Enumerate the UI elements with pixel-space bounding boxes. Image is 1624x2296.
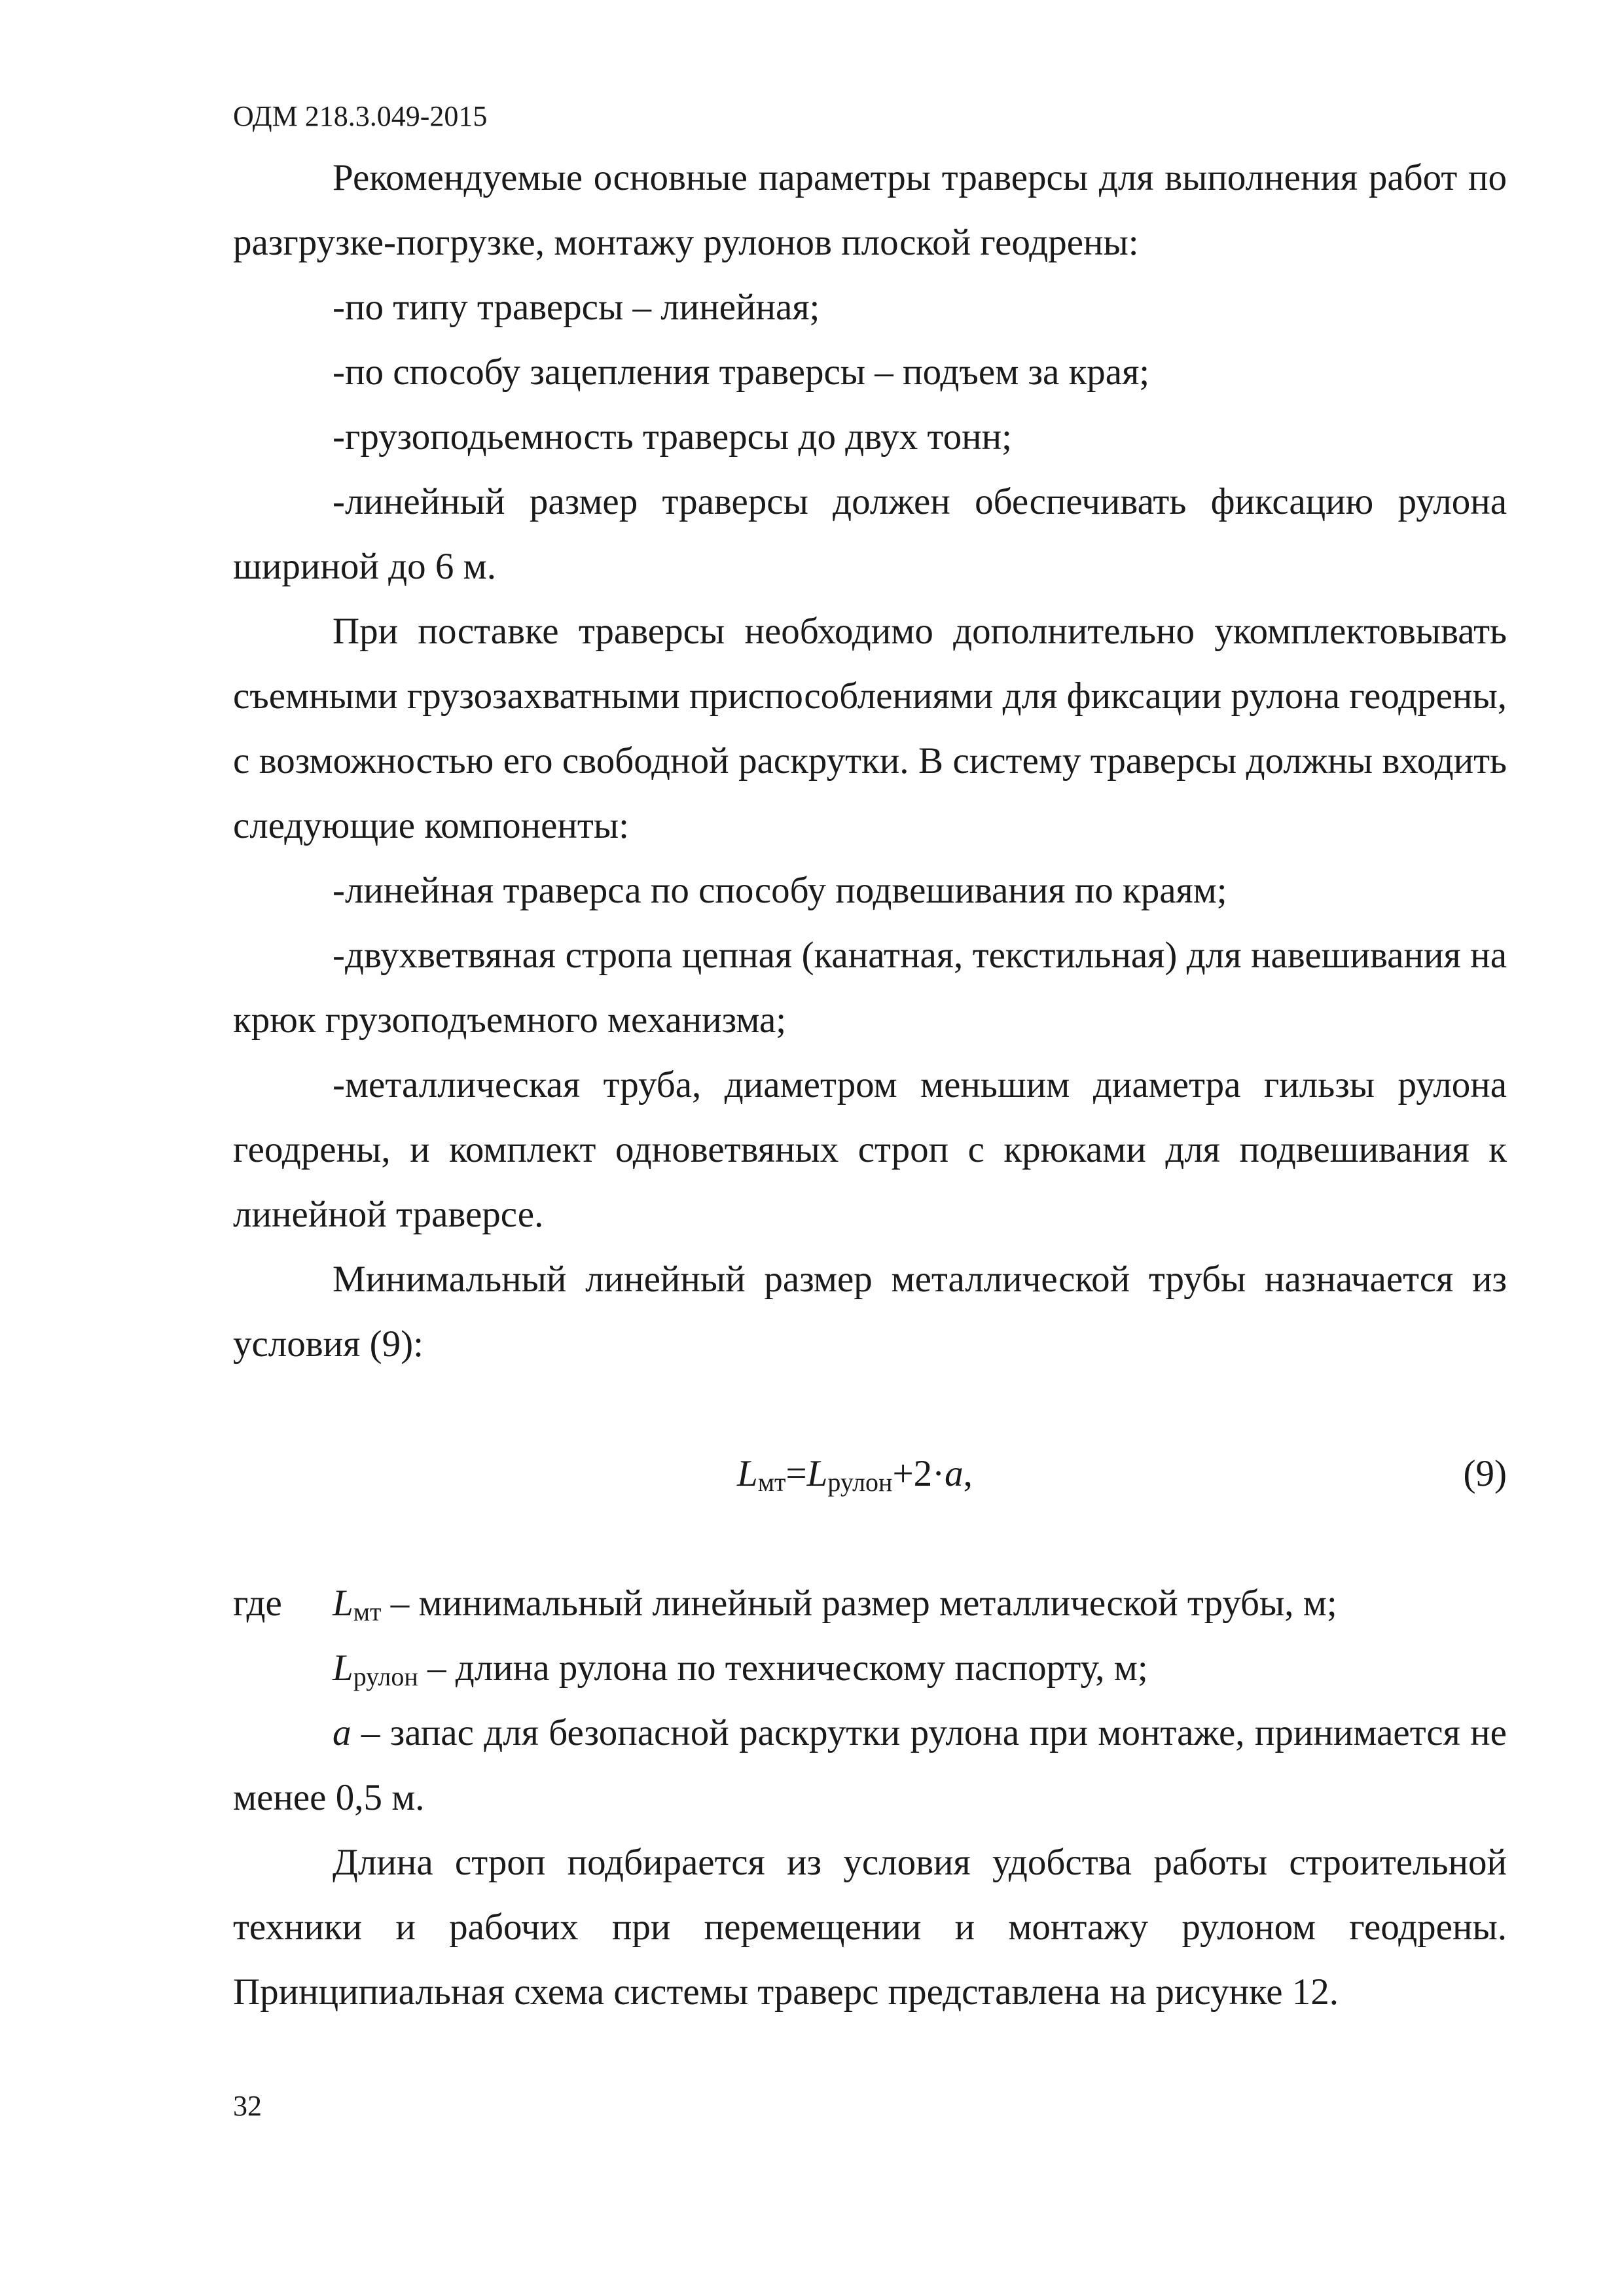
list-item-linear-traverse: -линейная траверса по способу подвешивания по краям; (333, 870, 1227, 911)
legend-item-rulon (233, 1636, 1507, 1700)
paragraph-min-pipe-size: Минимальный линейный размер металлической трубы назначается из условия (9): (233, 1259, 1507, 1365)
formula-symbol-a: a (945, 1453, 964, 1494)
equation-number: (9) (1463, 1453, 1507, 1494)
formula-legend (233, 1571, 1507, 1830)
list-item-hook-method: -по способу зацепления траверсы – подъем за края; (333, 351, 1150, 393)
formula-subscript-rulon: рулон (827, 1467, 893, 1497)
legend-symbol-l: L (333, 1583, 353, 1624)
legend-text-mt: – минимальный линейный размер металлической трубы, м; (381, 1583, 1337, 1624)
document-code-header: ОДМ 218.3.049-2015 (233, 100, 488, 132)
formula-subscript-mt: мт (757, 1467, 786, 1497)
list-item-traverse-type: -по типу траверсы – линейная; (333, 287, 820, 328)
list-item-metal-pipe: -металлическая труба, диаметром меньшим диаметра гильзы рулона геодрены, и комплект одноветвяных строп с крюками для подвешивания к линейной траверсе. (233, 1064, 1507, 1235)
list-item-load-capacity: -грузоподьемность траверсы до двух тонн; (333, 416, 1012, 457)
legend-text-a: – запас для безопасной раскрутки рулона при монтаже, принимается не менее 0,5 м. (233, 1712, 1507, 1818)
legend-subscript-rulon: рулон (353, 1662, 418, 1691)
legend-text-rulon: – длина рулона по техническому паспорту, м; (418, 1647, 1148, 1689)
legend-where-label: где (233, 1583, 282, 1624)
legend-symbol-l: L (333, 1647, 353, 1689)
legend-symbol-a: a (333, 1712, 352, 1753)
paragraph-delivery: При поставке траверсы необходимо дополнительно укомплектовывать съемными грузозахватными приспособлениями для фиксации рулона геодрены, с возможностью его свободной раскрутки. В систему траверсы должны входить следующие компоненты: (233, 611, 1507, 846)
formula-row (233, 1441, 1507, 1506)
legend-item-a (233, 1700, 1507, 1830)
paragraph-traverse-params: Рекомендуемые основные параметры траверсы для выполнения работ по разгрузке-погрузке, монтажу рулонов плоской геодрены: (233, 157, 1507, 263)
paragraph-sling-length: Длина строп подбирается из условия удобства работы строительной техники и рабочих при перемещении и монтажу рулоном геодрены. Принципиальная схема системы траверс представлена на рисунке 12. (233, 1842, 1507, 2013)
list-item-two-leg-sling: -двухветвяная стропа цепная (канатная, текстильная) для навешивания на крюк грузоподъемного механизма; (233, 935, 1507, 1041)
formula-symbol-l: L (737, 1453, 758, 1494)
legend-row-mt (233, 1571, 1507, 1636)
formula-9 (737, 1441, 973, 1506)
document-body (233, 145, 1507, 2024)
legend-subscript-mt: мт (353, 1597, 382, 1626)
legend-item-mt (233, 1571, 1507, 1636)
formula-plus-two: +2· (892, 1453, 945, 1494)
formula-equals: = (785, 1453, 807, 1494)
formula-symbol-l: L (806, 1453, 828, 1494)
page-number: 32 (233, 2090, 262, 2122)
formula-comma: , (963, 1453, 973, 1494)
list-item-linear-size: -линейный размер траверсы должен обеспечивать фиксацию рулона шириной до 6 м. (233, 481, 1507, 587)
